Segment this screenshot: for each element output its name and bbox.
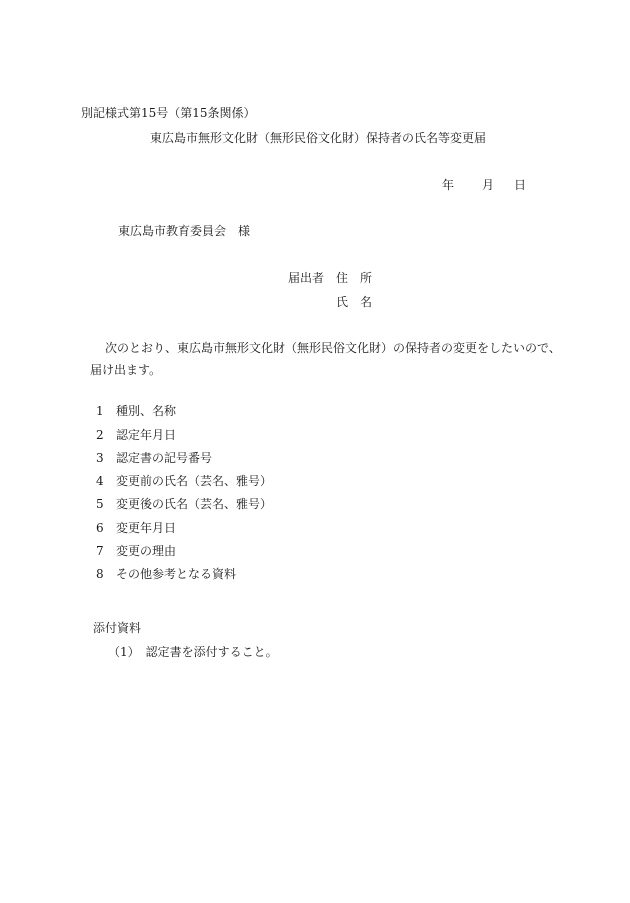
list-item-label: 変更前の氏名（芸名、雅号） (116, 474, 273, 488)
list-item-label: 変更後の氏名（芸名、雅号） (116, 497, 273, 511)
list-item (96, 498, 272, 510)
list-item-label: 認定書の記号番号 (116, 451, 213, 465)
list-item (96, 429, 176, 441)
list-item-number: 4 (96, 474, 104, 488)
list-item-number: 5 (96, 497, 104, 511)
list-item-number: 6 (96, 521, 104, 535)
applicant-name-label: 氏 名 (336, 295, 373, 309)
list-item (96, 568, 236, 580)
list-item (96, 545, 176, 557)
list-item (96, 405, 176, 417)
list-item-label: 認定年月日 (116, 428, 177, 442)
list-item-number: 3 (96, 451, 104, 465)
list-item-number: 2 (96, 428, 104, 442)
list-item-label: その他参考となる資料 (116, 567, 237, 581)
list-item-number: 8 (96, 567, 104, 581)
list-item-number: 7 (96, 544, 104, 558)
date-year-label: 年 (442, 178, 455, 192)
list-item (96, 452, 212, 464)
addressee: 東広島市教育委員会 様 (118, 224, 251, 238)
date-month-label: 月 (482, 178, 495, 192)
applicant-address-label: 届出者 住 所 (288, 271, 373, 285)
date-line (442, 179, 526, 191)
list-item-label: 種別、名称 (116, 404, 177, 418)
attachment-item: （1） 認定書を添付すること。 (108, 645, 278, 659)
form-label: 別記様式第15号（第15条関係） (81, 106, 256, 120)
list-item-label: 変更の理由 (116, 544, 177, 558)
attachments-heading: 添付資料 (93, 621, 142, 635)
date-day-label: 日 (514, 178, 527, 192)
body-text-line-2: 届け出ます。 (90, 363, 162, 377)
list-item-label: 変更年月日 (116, 521, 177, 535)
document-title: 東広島市無形文化財（無形民俗文化財）保持者の氏名等変更届 (150, 131, 487, 145)
body-text-line-1: 次のとおり、東広島市無形文化財（無形民俗文化財）の保持者の変更をしたいので、 (105, 341, 561, 355)
list-item (96, 475, 272, 487)
list-item-number: 1 (96, 404, 104, 418)
list-item (96, 522, 176, 534)
